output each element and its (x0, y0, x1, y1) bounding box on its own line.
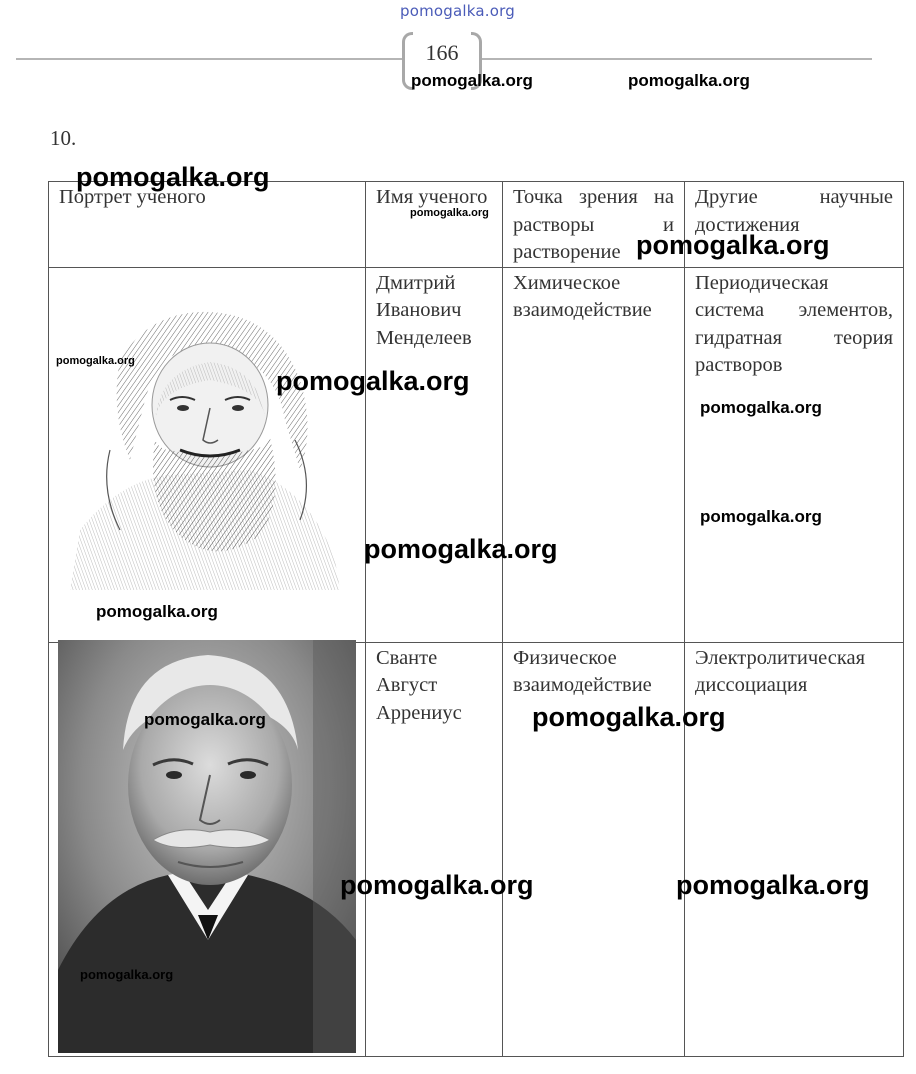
watermark: pomogalka.org (76, 162, 270, 192)
watermark: pomogalka.org (700, 507, 822, 526)
scientist-achievements: Периодическая система элементов, гидратная теория растворов (685, 267, 904, 642)
page-number-text: 166 (425, 40, 459, 65)
watermark: pomogalka.org (532, 702, 726, 732)
watermark: pomogalka.org (80, 967, 174, 982)
arrhenius-portrait-icon (58, 640, 356, 1053)
watermark: pomogalka.org (276, 366, 470, 396)
watermark: pomogalka.org (56, 355, 135, 367)
header-rule-right (480, 58, 872, 60)
watermark: pomogalka.org (340, 870, 534, 900)
watermark: pomogalka.org (636, 230, 830, 260)
watermark: pomogalka.org (628, 71, 750, 90)
scientist-name: Дмитрий Иванович Менделеев (366, 267, 503, 642)
watermark: pomogalka.org (700, 398, 822, 417)
watermark: pomogalka.org (410, 207, 489, 219)
watermark: pomogalka.org (364, 534, 558, 564)
scientist-name: Сванте Август Аррениус (366, 642, 503, 1056)
header-achievements: Другие научные достижения (685, 182, 904, 268)
mendeleev-portrait-icon (60, 300, 350, 590)
scientist-achievements: Электролитическая диссоциация (685, 642, 904, 1056)
header-name: Имя ученого (366, 182, 503, 268)
scientist-view: Химическое взаимодействие (503, 267, 685, 642)
site-link[interactable]: pomogalka.org (400, 2, 515, 20)
watermark: pomogalka.org (144, 710, 266, 729)
header-portrait: Портрет ученого (49, 182, 366, 268)
scientist-view: Физическое взаимодействие (503, 642, 685, 1056)
watermark: pomogalka.org (411, 71, 533, 90)
watermark: pomogalka.org (676, 870, 870, 900)
header-view: Точка зрения на растворы и растворение (503, 182, 685, 268)
header-rule-left (16, 58, 404, 60)
task-number: 10. (50, 126, 77, 150)
watermark: pomogalka.org (96, 602, 218, 621)
